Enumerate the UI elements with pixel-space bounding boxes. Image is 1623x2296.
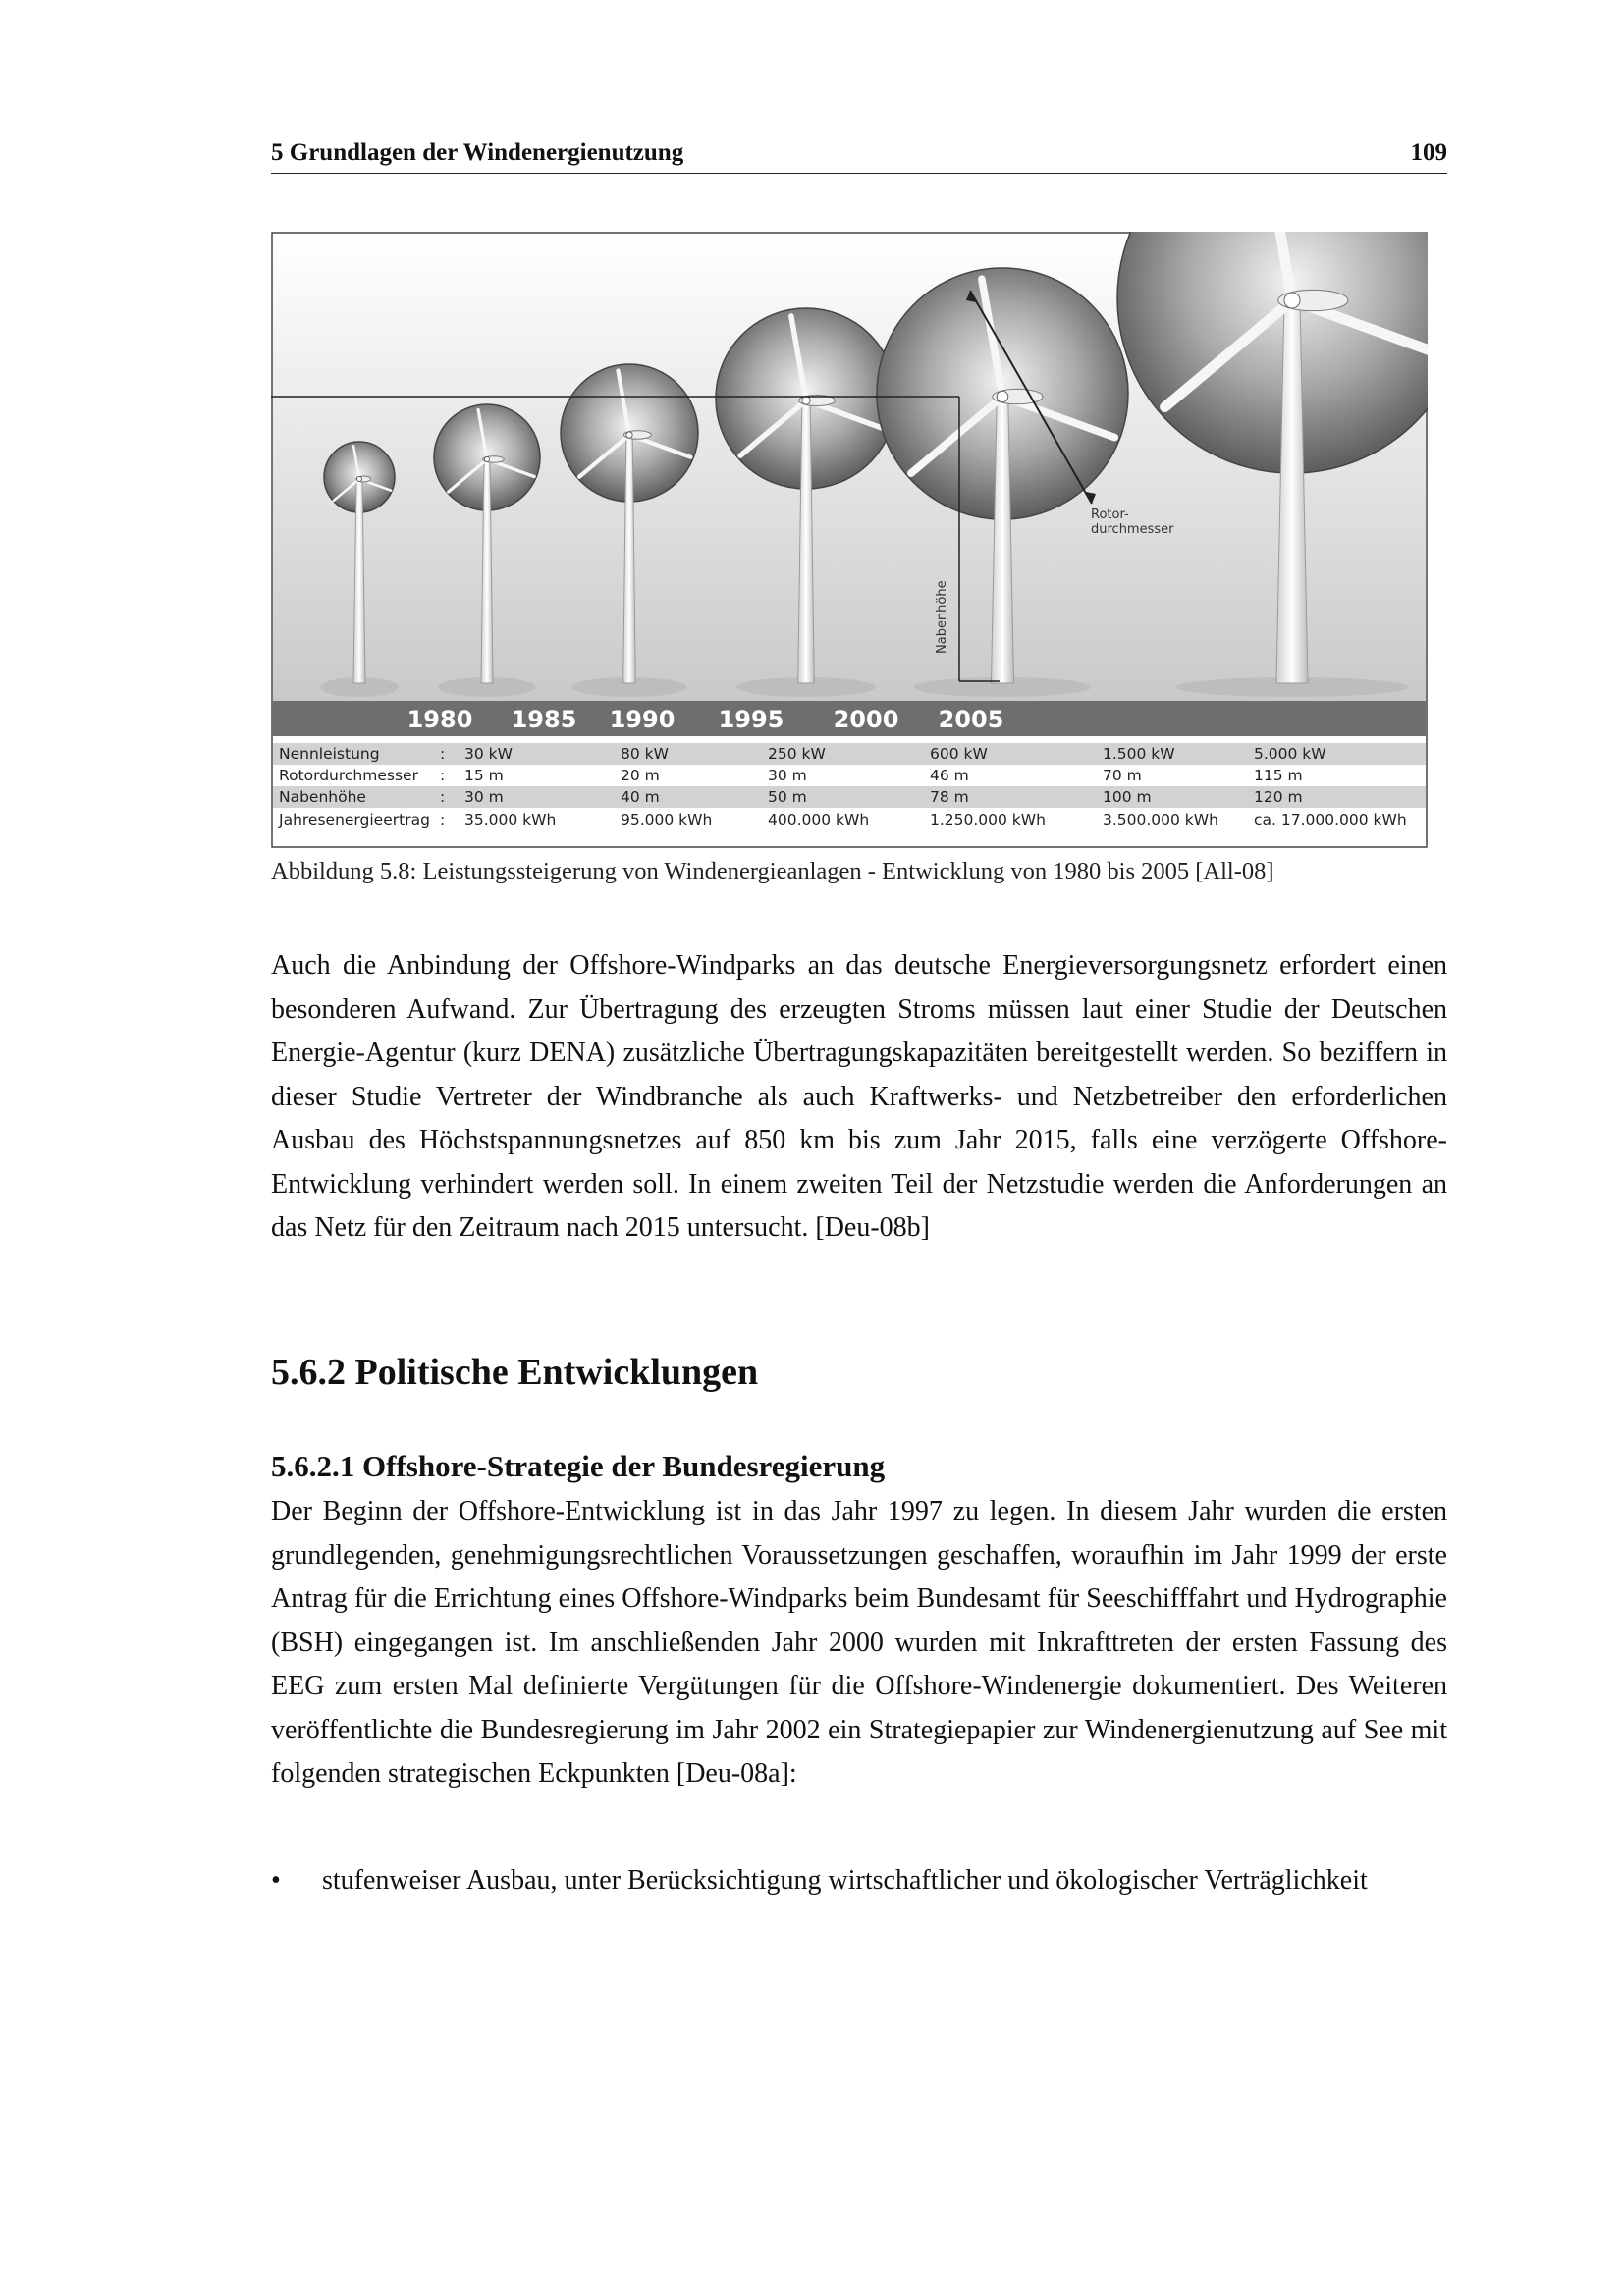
subsection-heading: 5.6.2.1 Offshore-Strategie der Bundesregierung <box>271 1449 886 1483</box>
year-label-1985: 1985 <box>511 706 577 733</box>
rotor-diameter-label-2: durchmesser <box>1091 522 1174 537</box>
table-cell: 46 m <box>930 767 969 784</box>
year-label-2000: 2000 <box>833 706 899 733</box>
table-cell: 600 kW <box>930 745 988 763</box>
year-label-1995: 1995 <box>718 706 784 733</box>
table-cell: 1.250.000 kWh <box>930 811 1046 828</box>
year-label-1980: 1980 <box>406 706 473 733</box>
rotor-diameter-label-1: Rotor- <box>1091 507 1129 522</box>
hub <box>997 391 1008 402</box>
wind-turbine-figure <box>271 232 1428 850</box>
table-separator: : <box>440 767 446 784</box>
bullet-icon: • <box>271 1865 281 1896</box>
table-cell: 115 m <box>1254 767 1303 784</box>
table-cell: 40 m <box>621 788 660 806</box>
table-cell: 20 m <box>621 767 660 784</box>
table-cell: 78 m <box>930 788 969 806</box>
table-row-label: Jahresenergieertrag <box>279 811 430 828</box>
table-cell: 30 m <box>464 788 504 806</box>
table-cell: 120 m <box>1254 788 1303 806</box>
paragraph-grid-connection: Auch die Anbindung der Offshore-Windparks an das deutsche Energieversorgungsnetz erfordert einen besonderen Aufwand. Zur Übertragung des erzeugten Stroms müssen laut einer Studie der Deutschen Energie-Agentur (kurz DENA) zusätzliche Übertragungskapazitäten bereitgestellt werden. So beziffern in dieser Studie Vertreter der Windbranche als auch Kraftwerks- und Netzbetreiber den erforderlichen Ausbau des Höchstspannungsnetzes auf 850 km bis zum Jahr 2015, falls eine verzögerte Offshore-Entwicklung verhindert werden soll. In einem zweiten Teil der Netzstudie werden die Anforderungen an das Netz für den Zeitraum nach 2015 untersucht. [Deu-08b] <box>271 950 1447 1243</box>
bullet-list <box>271 1859 1447 1903</box>
figure-caption: Abbildung 5.8: Leistungssteigerung von Windenergieanlagen - Entwicklung von 1980 bis 2005 [All-08] <box>271 858 1274 884</box>
table-cell: 50 m <box>768 788 807 806</box>
table-cell: 30 m <box>768 767 807 784</box>
table-cell: 5.000 kW <box>1254 745 1326 763</box>
hub <box>357 477 362 482</box>
list-item <box>271 1859 1447 1903</box>
hub-height-label: Nabenhöhe <box>935 580 949 654</box>
hub <box>1284 293 1300 308</box>
paragraph-offshore-strategy: Der Beginn der Offshore-Entwicklung ist in das Jahr 1997 zu legen. In diesem Jahr wurden die ersten grundlegenden, genehmigungsrechtlichen Voraussetzungen geschaffen, woraufhin im Jahr 1999 der erste Antrag für die Errichtung eines Offshore-Windparks beim Bundesamt für Seeschifffahrt und Hydrographie (BSH) eingegangen ist. Im anschließenden Jahr 2000 wurden mit Inkrafttreten der ersten Fassung des EEG zum ersten Mal definierte Vergütungen für die Offshore-Windenergie dokumentiert. Des Weiteren veröffentlichte die Bundesregierung im Jahr 2002 ein Strategiepapier zur Windenergienutzung auf See mit folgenden strategischen Eckpunkten [Deu-08a]: <box>271 1496 1447 1789</box>
table-cell: 1.500 kW <box>1103 745 1175 763</box>
table-row-label: Nabenhöhe <box>279 788 366 806</box>
table-cell: 400.000 kWh <box>768 811 870 828</box>
table-cell: 70 m <box>1103 767 1142 784</box>
table-cell: ca. 17.000.000 kWh <box>1254 811 1407 828</box>
table-cell: 80 kW <box>621 745 669 763</box>
page-number: 109 <box>1410 139 1447 166</box>
year-label-1990: 1990 <box>609 706 676 733</box>
table-separator: : <box>440 745 446 763</box>
table-cell: 100 m <box>1103 788 1152 806</box>
table-row-label: Nennleistung <box>279 745 380 763</box>
table-cell: 15 m <box>464 767 504 784</box>
table-separator: : <box>440 811 446 828</box>
table-cell: 250 kW <box>768 745 826 763</box>
table-row-label: Rotordurchmesser <box>279 767 418 784</box>
hub <box>626 432 632 438</box>
table-cell: 30 kW <box>464 745 513 763</box>
hub <box>802 397 810 404</box>
table-cell: 3.500.000 kWh <box>1103 811 1218 828</box>
year-label-2005: 2005 <box>938 706 1004 733</box>
table-cell: 95.000 kWh <box>621 811 713 828</box>
list-item-text: stufenweiser Ausbau, unter Berücksichtigung wirtschaftlicher und ökologischer Verträglichkeit <box>322 1865 1368 1896</box>
section-heading: 5.6.2 Politische Entwicklungen <box>271 1352 759 1393</box>
hub <box>485 457 490 462</box>
table-separator: : <box>440 788 446 806</box>
chapter-title: 5 Grundlagen der Windenergienutzung <box>271 139 684 166</box>
running-head <box>271 135 1447 174</box>
table-cell: 35.000 kWh <box>464 811 557 828</box>
